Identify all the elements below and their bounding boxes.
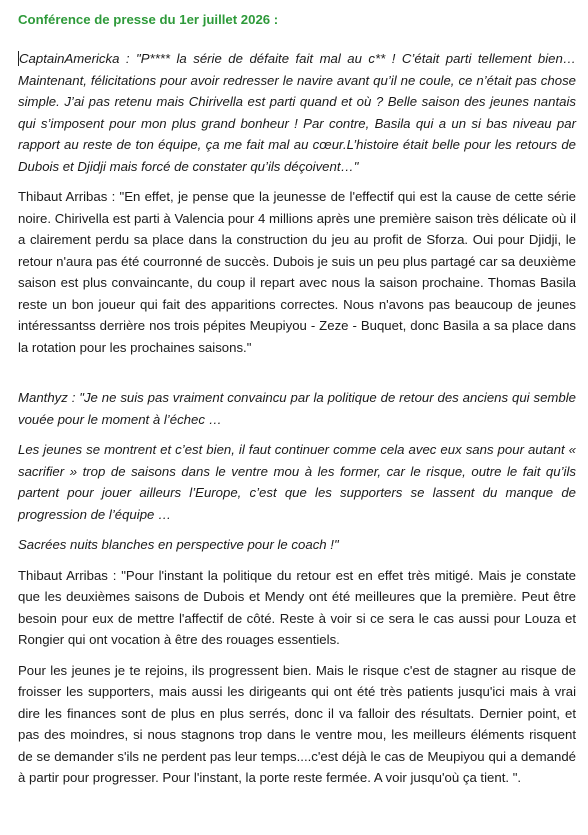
paragraph-arribas-answer-3: Pour les jeunes je te rejoins, ils progressent bien. Mais le risque c'est de stagner au risque de froisser les supporters, mais aussi les dirigeants qui ont été très patients jusqu'ici mais à vrai dire les finances sont de plus en plus serrés, donc il va falloir des résultats. Dernier point, et pas des moindres, si nous stagnons trop dans le ventre mou, les meilleurs éléments risquent de se demander s'ils ne perdent pas leur temps....c'est déjà le cas de Meupiyou qui a demandé à partir pour progresser. Pour l'instant, la porte reste fermée. A voir jusqu'où ça tient. ". (18, 662, 576, 785)
document-title: Conférence de presse du 1er juillet 2026 : (18, 12, 279, 27)
paragraph-manthyz-question-3: Sacrées nuits blanches en perspective pour le coach !" (18, 537, 339, 552)
paragraph-manthyz-question-1: Manthyz : "Je ne suis pas vraiment convaincu par la politique de retour des anciens qui semble vouée pour le moment à l’échec … (18, 390, 576, 427)
paragraph-arribas-answer-2: Thibaut Arribas : "Pour l'instant la politique du retour est en effet très mitigé. Mais je constate que les deuxièmes saisons de Dubois et Mendy ont été meilleures que la première. Peut être besoin pour eux de mettre l'affectif de côté. Reste à voir si ce sera le cas aussi pour Louza et Rongier qui ont vocation à être des rouages essentiels. (18, 567, 576, 647)
paragraph-manthyz-question-2: Les jeunes se montrent et c’est bien, il faut continuer comme cela avec eux sans pour autant « sacrifier » trop de saisons dans le ventre mou à les former, car le risque, outre le fait qu’ils partent pour jouer ailleurs l’Europe, c’est que les supporters se lassent du manque de progression de l’équipe … (18, 442, 576, 522)
paragraph-spacer (18, 367, 576, 387)
paragraph-captainamericka-question: CaptainAmericka : "P**** la série de défaite fait mal au c** ! C’était parti tellement bien…Maintenant, félicitations pour avoir redresser le navire avant qu’il ne coule, ce n’était pas chose simple. J’ai pas retenu mais Chirivella est parti quand et où ? Belle saison des jeunes nantais qui s’imposent pour mon plus grand bonheur ! Par contre, Basila qui a un si bas niveau par rapport au reste de ton équipe, ça me fait mal au cœur.L’histoire était belle pour les retours de Dubois et Djidji mais forcé de constater qu’ils déçoivent…" (18, 51, 576, 174)
paragraph-arribas-answer-1: Thibaut Arribas : "En effet, je pense que la jeunesse de l'effectif qui est la cause de cette série noire. Chirivella est parti à Valencia pour 4 millions après une première saison très délicate où il a clairement perdu sa place dans la construction du jeu au profit de Sforza. Oui pour Djidji, le retour n'aura pas été courronné de succès. Dubois je suis un peu plus partagé car sa deuxième saison est plus convaincante, du coup il repart avec nous la saison prochaine. Thomas Basila reste un bon joueur qui fait des apparitions correctes. Nous n'avons pas beaucoup de jeunes intéressantss derrière nos trois pépites Meupiyou - Zeze - Buquet, donc Basila a sa place dans la rotation pour les prochaines saisons." (18, 189, 576, 355)
